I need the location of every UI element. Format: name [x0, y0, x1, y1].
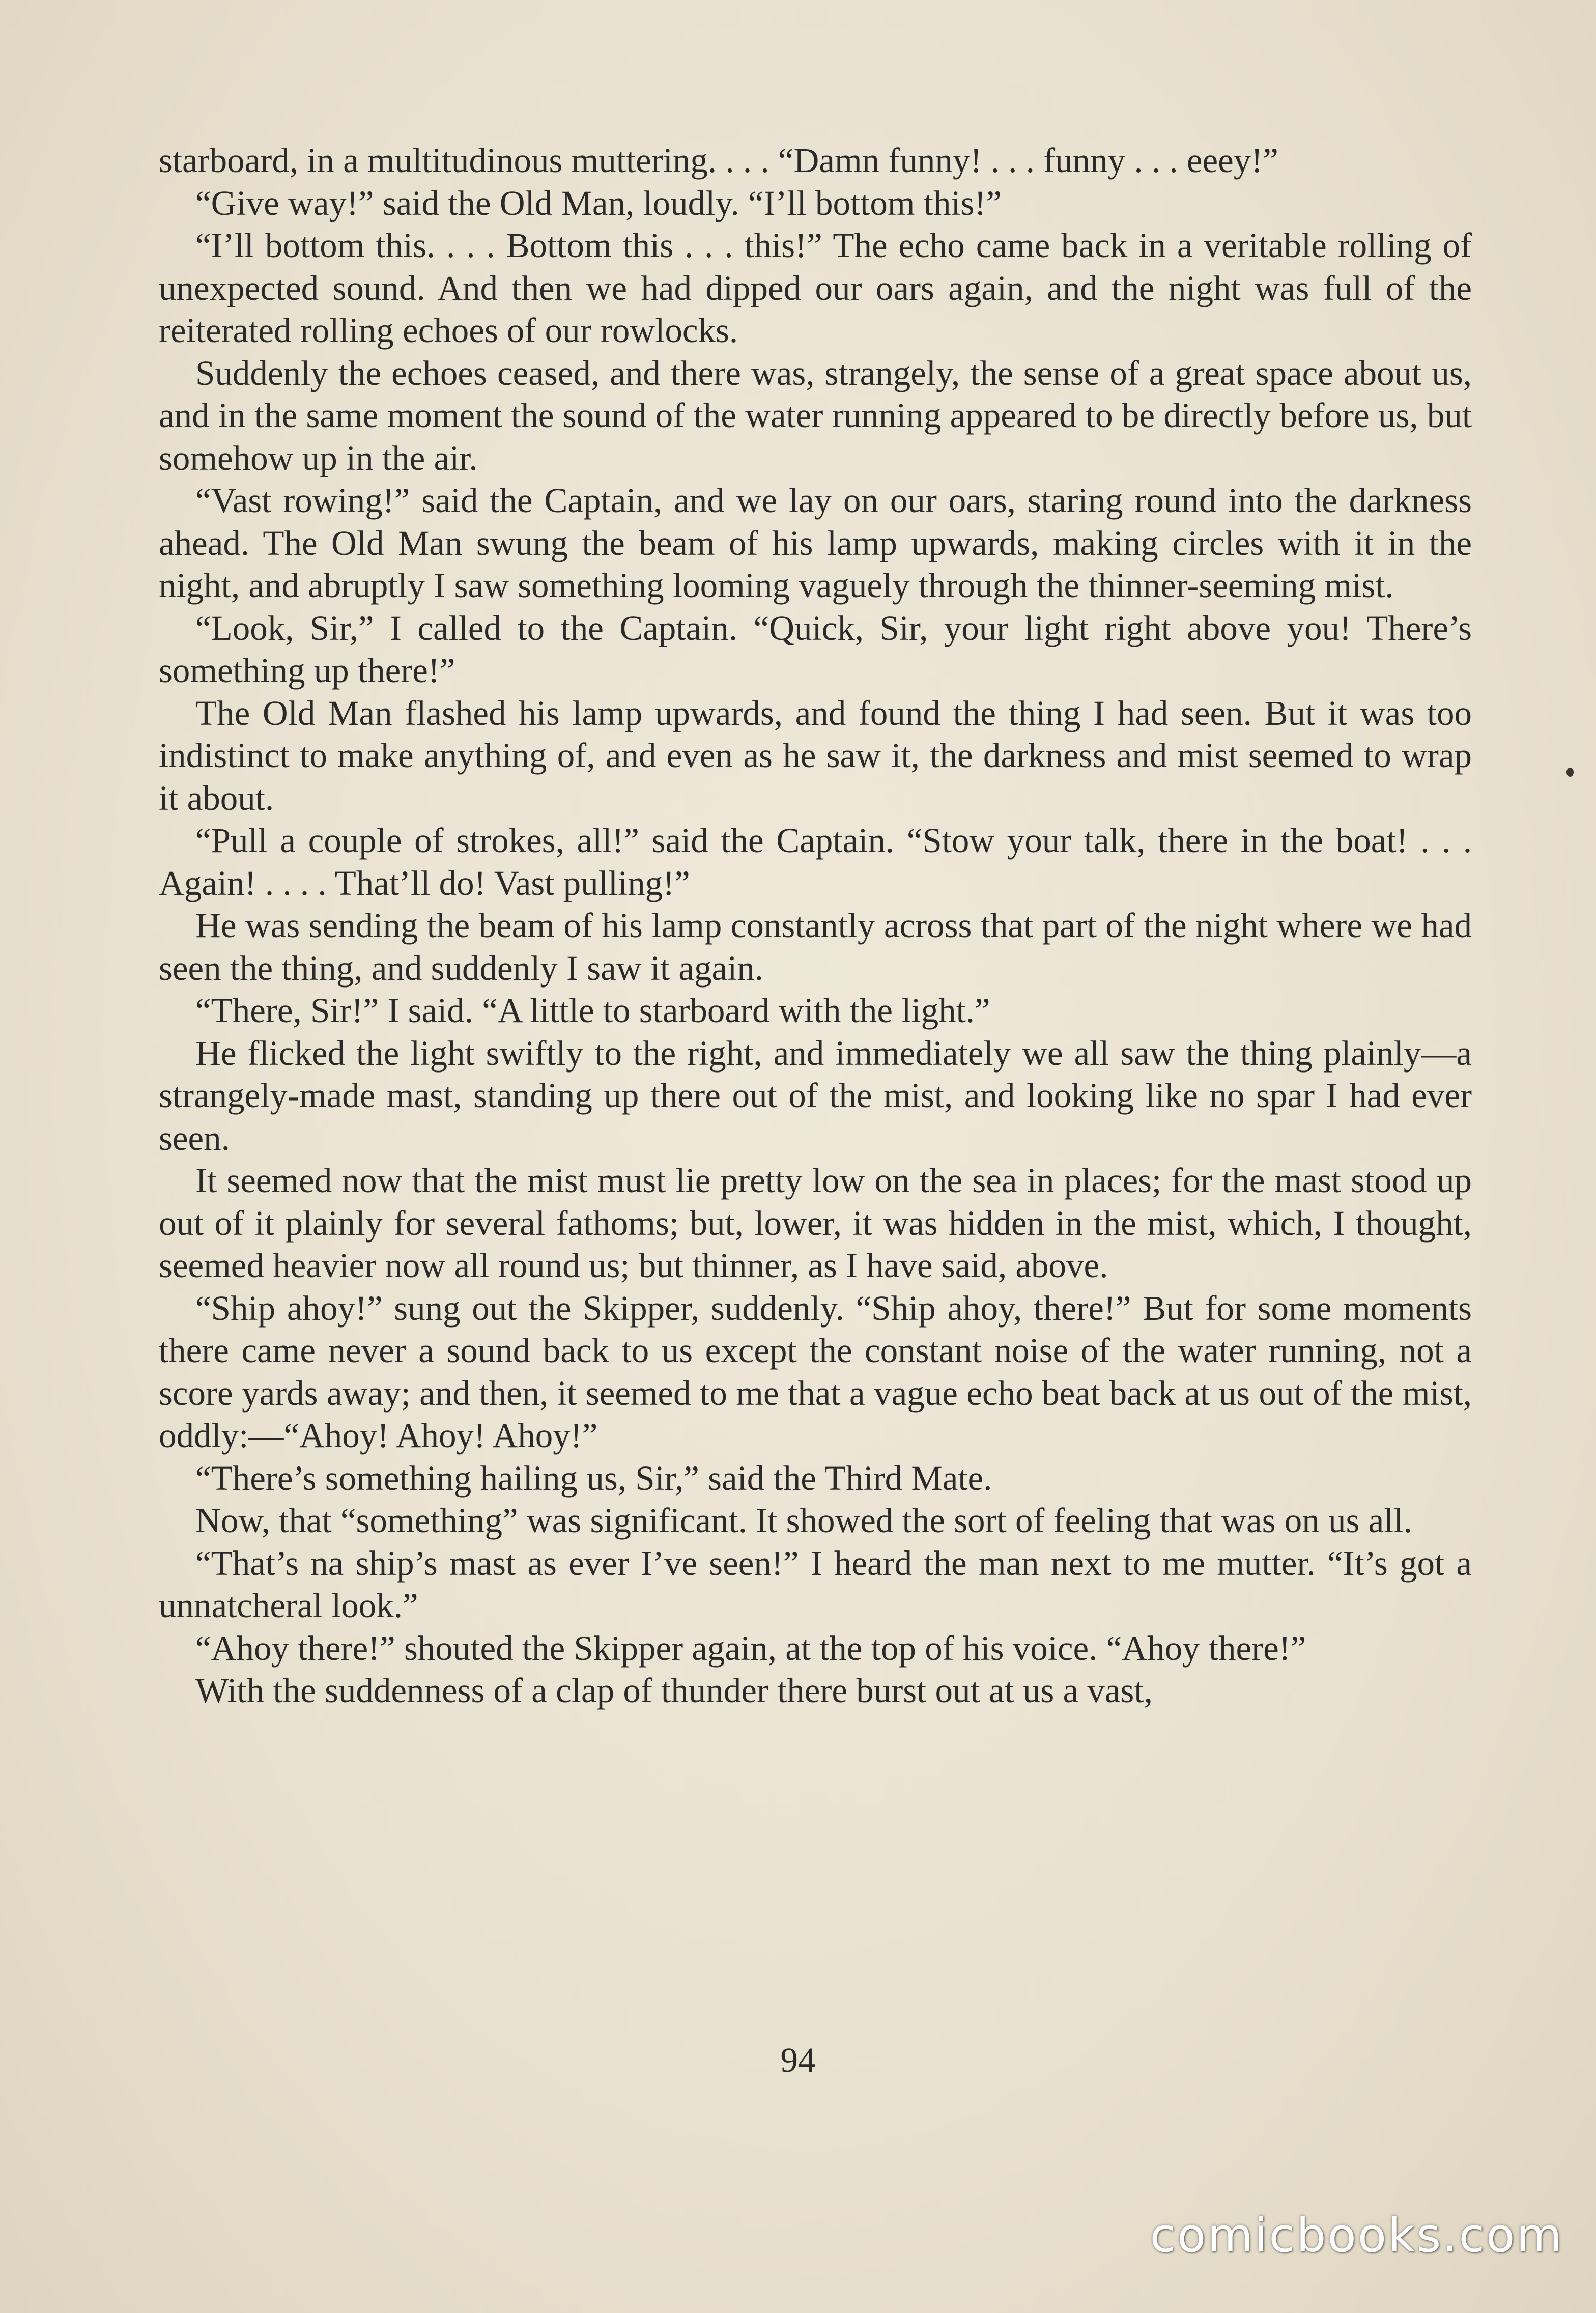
paragraph: “I’ll bottom this. . . . Bottom this . . . this!” The echo came back in a veritable rolling of unexpected sound. And then we had dipped our oars again, and the night was full of the reiterated rolling echoes of our rowlocks.: [159, 226, 1472, 350]
paragraph-continuation: starboard, in a multitudinous muttering. . . . “Damn funny! . . . funny . . . eeey!”: [159, 141, 1278, 180]
body-text: [159, 139, 1472, 1712]
paragraph: Suddenly the echoes ceased, and there was, strangely, the sense of a great space about us, and in the same moment the sound of the water running appeared to be directly before us, but somehow up in the air.: [159, 353, 1472, 477]
paragraph: “There, Sir!” I said. “A little to starboard with the light.”: [195, 991, 990, 1030]
paragraph: It seemed now that the mist must lie pretty low on the sea in places; for the mast stood up out of it plainly for several fathoms; but, lower, it was hidden in the mist, which, I thought, seemed heavier now all round us; but thinner, as I have said, above.: [159, 1161, 1472, 1285]
paragraph: “Ahoy there!” shouted the Skipper again, at the top of his voice. “Ahoy there!”: [195, 1628, 1306, 1668]
paragraph: “There’s something hailing us, Sir,” said the Third Mate.: [195, 1458, 992, 1498]
paragraph: “Give way!” said the Old Man, loudly. “I’ll bottom this!”: [195, 183, 1002, 222]
paragraph: The Old Man flashed his lamp upwards, and found the thing I had seen. But it was too indistinct to make anything of, and even as he saw it, the darkness and mist seemed to wrap it about.: [159, 693, 1472, 817]
paragraph: “Look, Sir,” I called to the Captain. “Quick, Sir, your light right above you! There’s something up there!”: [159, 608, 1472, 690]
ink-speck: [1566, 768, 1574, 777]
paragraph: With the suddenness of a clap of thunder there burst out at us a vast,: [195, 1671, 1153, 1710]
paragraph: “Ship ahoy!” sung out the Skipper, suddenly. “Ship ahoy, there!” But for some moments there came never a sound back to us except the constant noise of the water running, not a score yards away; and then, it seemed to me that a vague echo beat back at us out of the mist, oddly:—“Ahoy! Ahoy! Ahoy!”: [159, 1288, 1472, 1455]
paragraph: “Pull a couple of strokes, all!” said the Captain. “Stow your talk, there in the boat! . . . Again! . . . . That’ll do! Vast pulling!”: [159, 821, 1472, 902]
page-number: 94: [780, 2041, 816, 2079]
paragraph: Now, that “something” was significant. It showed the sort of feeling that was on us all.: [195, 1501, 1412, 1540]
paragraph: He flicked the light swiftly to the right, and immediately we all saw the thing plainly—a strangely-made mast, standing up there out of the mist, and looking like no spar I had ever seen.: [159, 1033, 1472, 1158]
paragraph: He was sending the beam of his lamp constantly across that part of the night where we had seen the thing, and suddenly I saw it again.: [159, 906, 1472, 988]
paragraph: “That’s na ship’s mast as ever I’ve seen!” I heard the man next to me mutter. “It’s got a unnatcheral look.”: [159, 1543, 1472, 1625]
site-watermark: comicbooks.com: [1150, 2208, 1563, 2263]
paragraph: “Vast rowing!” said the Captain, and we lay on our oars, staring round into the darkness ahead. The Old Man swung the beam of his lamp upwards, making circles with it in the night, and abruptly I saw something looming vaguely through the thinner-seeming mist.: [159, 481, 1472, 605]
